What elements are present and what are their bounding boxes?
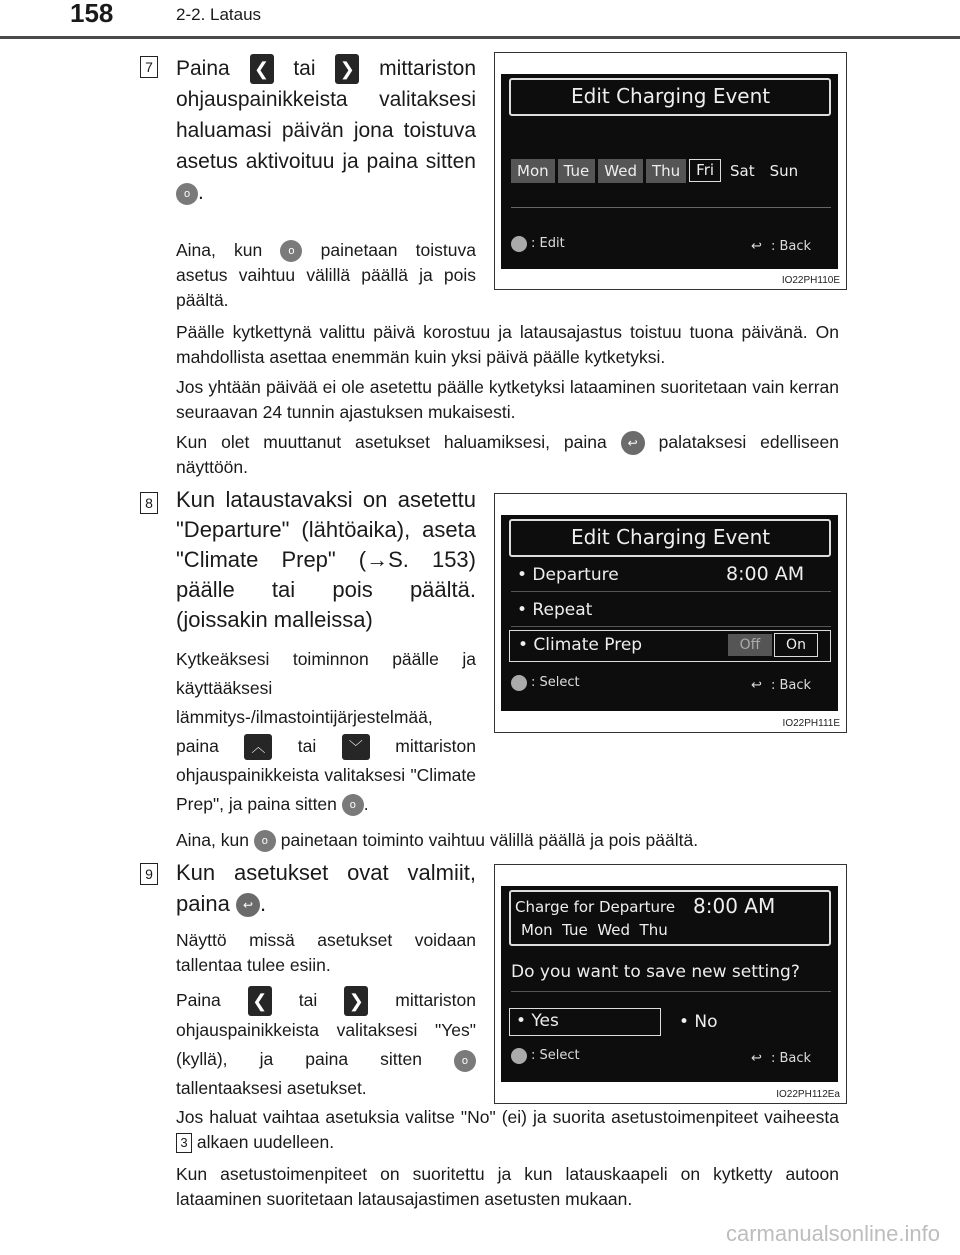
ok-button-icon: o <box>254 830 276 852</box>
step7-note-b: painetaan toistuva asetus vaihtuu välillä päällä ja pois päältä. <box>176 240 476 310</box>
left-arrow-icon: ❮ <box>250 54 274 84</box>
display-screen <box>501 515 838 711</box>
toggle-off: Off <box>728 634 772 656</box>
section-title: 2-2. Lataus <box>176 5 262 24</box>
step8-note <box>176 828 839 853</box>
menu-climate-prep-row <box>509 630 831 662</box>
step9-instruction <box>176 857 476 919</box>
screen-illustration-8 <box>494 493 847 733</box>
option-no: • No <box>679 1012 718 1032</box>
day-thu: Thu <box>646 159 686 183</box>
toggle-on: On <box>774 633 818 657</box>
step9-sub1: Näyttö missä asetukset voidaan tallentaa tulee esiin. <box>176 930 476 975</box>
display-screen <box>501 886 838 1082</box>
step7-text-a: Paina <box>176 57 230 80</box>
step7-text-b: tai <box>293 57 316 80</box>
dial-icon <box>511 236 527 252</box>
watermark: carmanualsonline.info <box>725 1221 940 1246</box>
select-hint: : Select <box>531 675 580 690</box>
step9-sub2-d: tallentaaksesi asetukset. <box>176 1078 367 1099</box>
select-hint: : Select <box>531 1048 580 1063</box>
day-fri-selected: Fri <box>689 159 721 182</box>
back-button-icon: ↩ <box>621 431 645 455</box>
down-arrow-icon: ﹀ <box>342 734 370 760</box>
day-wed: Wed <box>598 159 643 183</box>
step9-para2: Kun asetustoimenpiteet on suoritettu ja kun latauskaapeli on kytketty autoon lataaminen suoritetaan latausajastimen asetusten mukaan. <box>176 1164 839 1209</box>
back-hint: : Back <box>771 1051 812 1066</box>
edit-hint: : Edit <box>531 236 565 251</box>
step9-text-end: . <box>259 891 267 916</box>
dial-icon <box>511 1048 527 1064</box>
charge-label: Charge for Departure <box>515 898 676 916</box>
save-question: Do you want to save new setting? <box>511 962 800 982</box>
divider-line <box>511 991 831 992</box>
charge-days: Mon Tue Wed Thu <box>521 921 668 939</box>
step7-text-c: mittariston ohjauspainikkeista valitaksesi haluamasi päivän jona toistuva asetus aktivoituu ja paina sitten <box>176 57 477 174</box>
back-hint: : Back <box>771 678 812 693</box>
dial-icon <box>511 675 527 691</box>
ok-button-icon: o <box>342 794 364 816</box>
step9-para1-a: Jos haluat vaihtaa asetuksia valitse "No" (ei) ja suorita asetustoimenpiteet vaiheesta <box>176 1107 839 1127</box>
step8-sub-a: Kytkeäksesi toiminnon päälle ja käyttääksesi lämmitys-/ilmastointijärjestelmää, paina <box>176 649 476 756</box>
menu-climate-prep: • Climate Prep <box>518 635 643 655</box>
figure-code: IO22PH110E <box>781 275 840 286</box>
step8-sub <box>176 645 476 819</box>
screen-title-box <box>509 78 831 116</box>
screen-title-box <box>509 519 831 557</box>
up-arrow-icon: ︿ <box>244 734 272 760</box>
day-tue: Tue <box>558 159 596 183</box>
step8-note-a: Aina, kun <box>176 830 249 850</box>
day-sun: Sun <box>769 162 799 180</box>
charge-time: 8:00 AM <box>693 894 776 918</box>
step7-para2: Jos yhtään päivää ei ole asetettu päälle kytketyksi lataaminen suoritetaan vain kerran seuraavan 24 tunnin ajastuksen mukaisesti. <box>176 377 839 422</box>
step7-para3 <box>176 430 839 480</box>
header-divider <box>0 36 960 39</box>
step7-para3-a: Kun olet muuttanut asetukset haluamiksesi, paina <box>176 432 607 452</box>
ok-button-icon: o <box>454 1050 476 1072</box>
step-number-7: 7 <box>140 56 158 78</box>
step7-para3-b: palataksesi edelliseen näyttöön. <box>176 432 839 478</box>
divider-line <box>511 591 831 592</box>
yes-option-box <box>509 1008 661 1036</box>
step9-para1-b: alkaen uudelleen. <box>196 1132 335 1152</box>
step7-note-a: Aina, kun <box>176 240 263 260</box>
menu-departure: • Departure <box>517 565 619 585</box>
step8-sub-end: . <box>363 794 369 814</box>
screen-illustration-9 <box>494 864 847 1104</box>
display-screen <box>501 74 838 269</box>
step8-note-b: painetaan toiminto vaihtuu välillä päällä ja pois päältä. <box>280 830 699 850</box>
ok-button-icon: o <box>280 240 302 262</box>
step-reference-3: 3 <box>176 1133 192 1153</box>
step8-sub-b: tai <box>297 736 317 756</box>
page-number: 158 <box>70 0 114 28</box>
step9-sub2-a: Paina <box>176 990 221 1010</box>
back-arrow-icon: ↩ <box>751 1051 762 1066</box>
back-hint: : Back <box>771 239 812 254</box>
left-arrow-icon: ❮ <box>248 986 272 1016</box>
step9-sub2-c: mittariston ohjauspainikkeista valitaksesi "Yes" (kyllä), ja paina sitten <box>176 990 476 1070</box>
right-arrow-icon: ❯ <box>335 54 359 84</box>
step8-sub-c: mittariston ohjauspainikkeista valitaksesi "Climate Prep", ja paina sitten <box>176 736 476 814</box>
screen-title: Edit Charging Event <box>571 525 771 549</box>
step9-sub2 <box>176 986 476 1103</box>
step-number-8: 8 <box>140 492 158 514</box>
step9-sub2-b: tai <box>298 990 318 1010</box>
step9-para1 <box>176 1105 839 1155</box>
day-mon: Mon <box>511 159 555 183</box>
screen-illustration-7 <box>494 52 847 290</box>
step7-note <box>176 238 476 313</box>
menu-repeat: • Repeat <box>517 600 593 620</box>
step8-instruction: Kun lataustavaksi on asetettu "Departure" (lähtöaika), aseta "Climate Prep" (→S. 153) päälle tai pois päältä. (joissakin malleissa) <box>176 487 476 632</box>
step7-para1: Päälle kytkettynä valittu päivä korostuu ja latausajastus toistuu tuona päivänä. On mahdollista asettaa enemmän kuin yksi päivä päälle kytketyksi. <box>176 322 839 367</box>
figure-code: IO22PH111E <box>782 718 840 729</box>
summary-box <box>509 890 831 946</box>
step-number-9: 9 <box>140 863 158 885</box>
step9-text-a: Kun asetukset ovat valmiit, paina <box>176 860 476 916</box>
right-arrow-icon: ❯ <box>344 986 368 1016</box>
back-arrow-icon: ↩ <box>751 239 762 254</box>
ok-button-icon: o <box>176 183 198 205</box>
departure-time: 8:00 AM <box>726 563 805 585</box>
day-selector <box>511 159 833 183</box>
back-button-icon: ↩ <box>236 893 260 917</box>
back-arrow-icon: ↩ <box>751 678 762 693</box>
figure-code: IO22PH112Ea <box>776 1089 840 1100</box>
step7-instruction <box>176 53 476 208</box>
step7-text-end: . <box>198 181 204 205</box>
divider-line <box>511 207 831 208</box>
divider-line <box>511 626 831 627</box>
screen-title: Edit Charging Event <box>571 84 771 108</box>
option-yes: • Yes <box>516 1011 559 1031</box>
day-sat: Sat <box>730 162 755 180</box>
